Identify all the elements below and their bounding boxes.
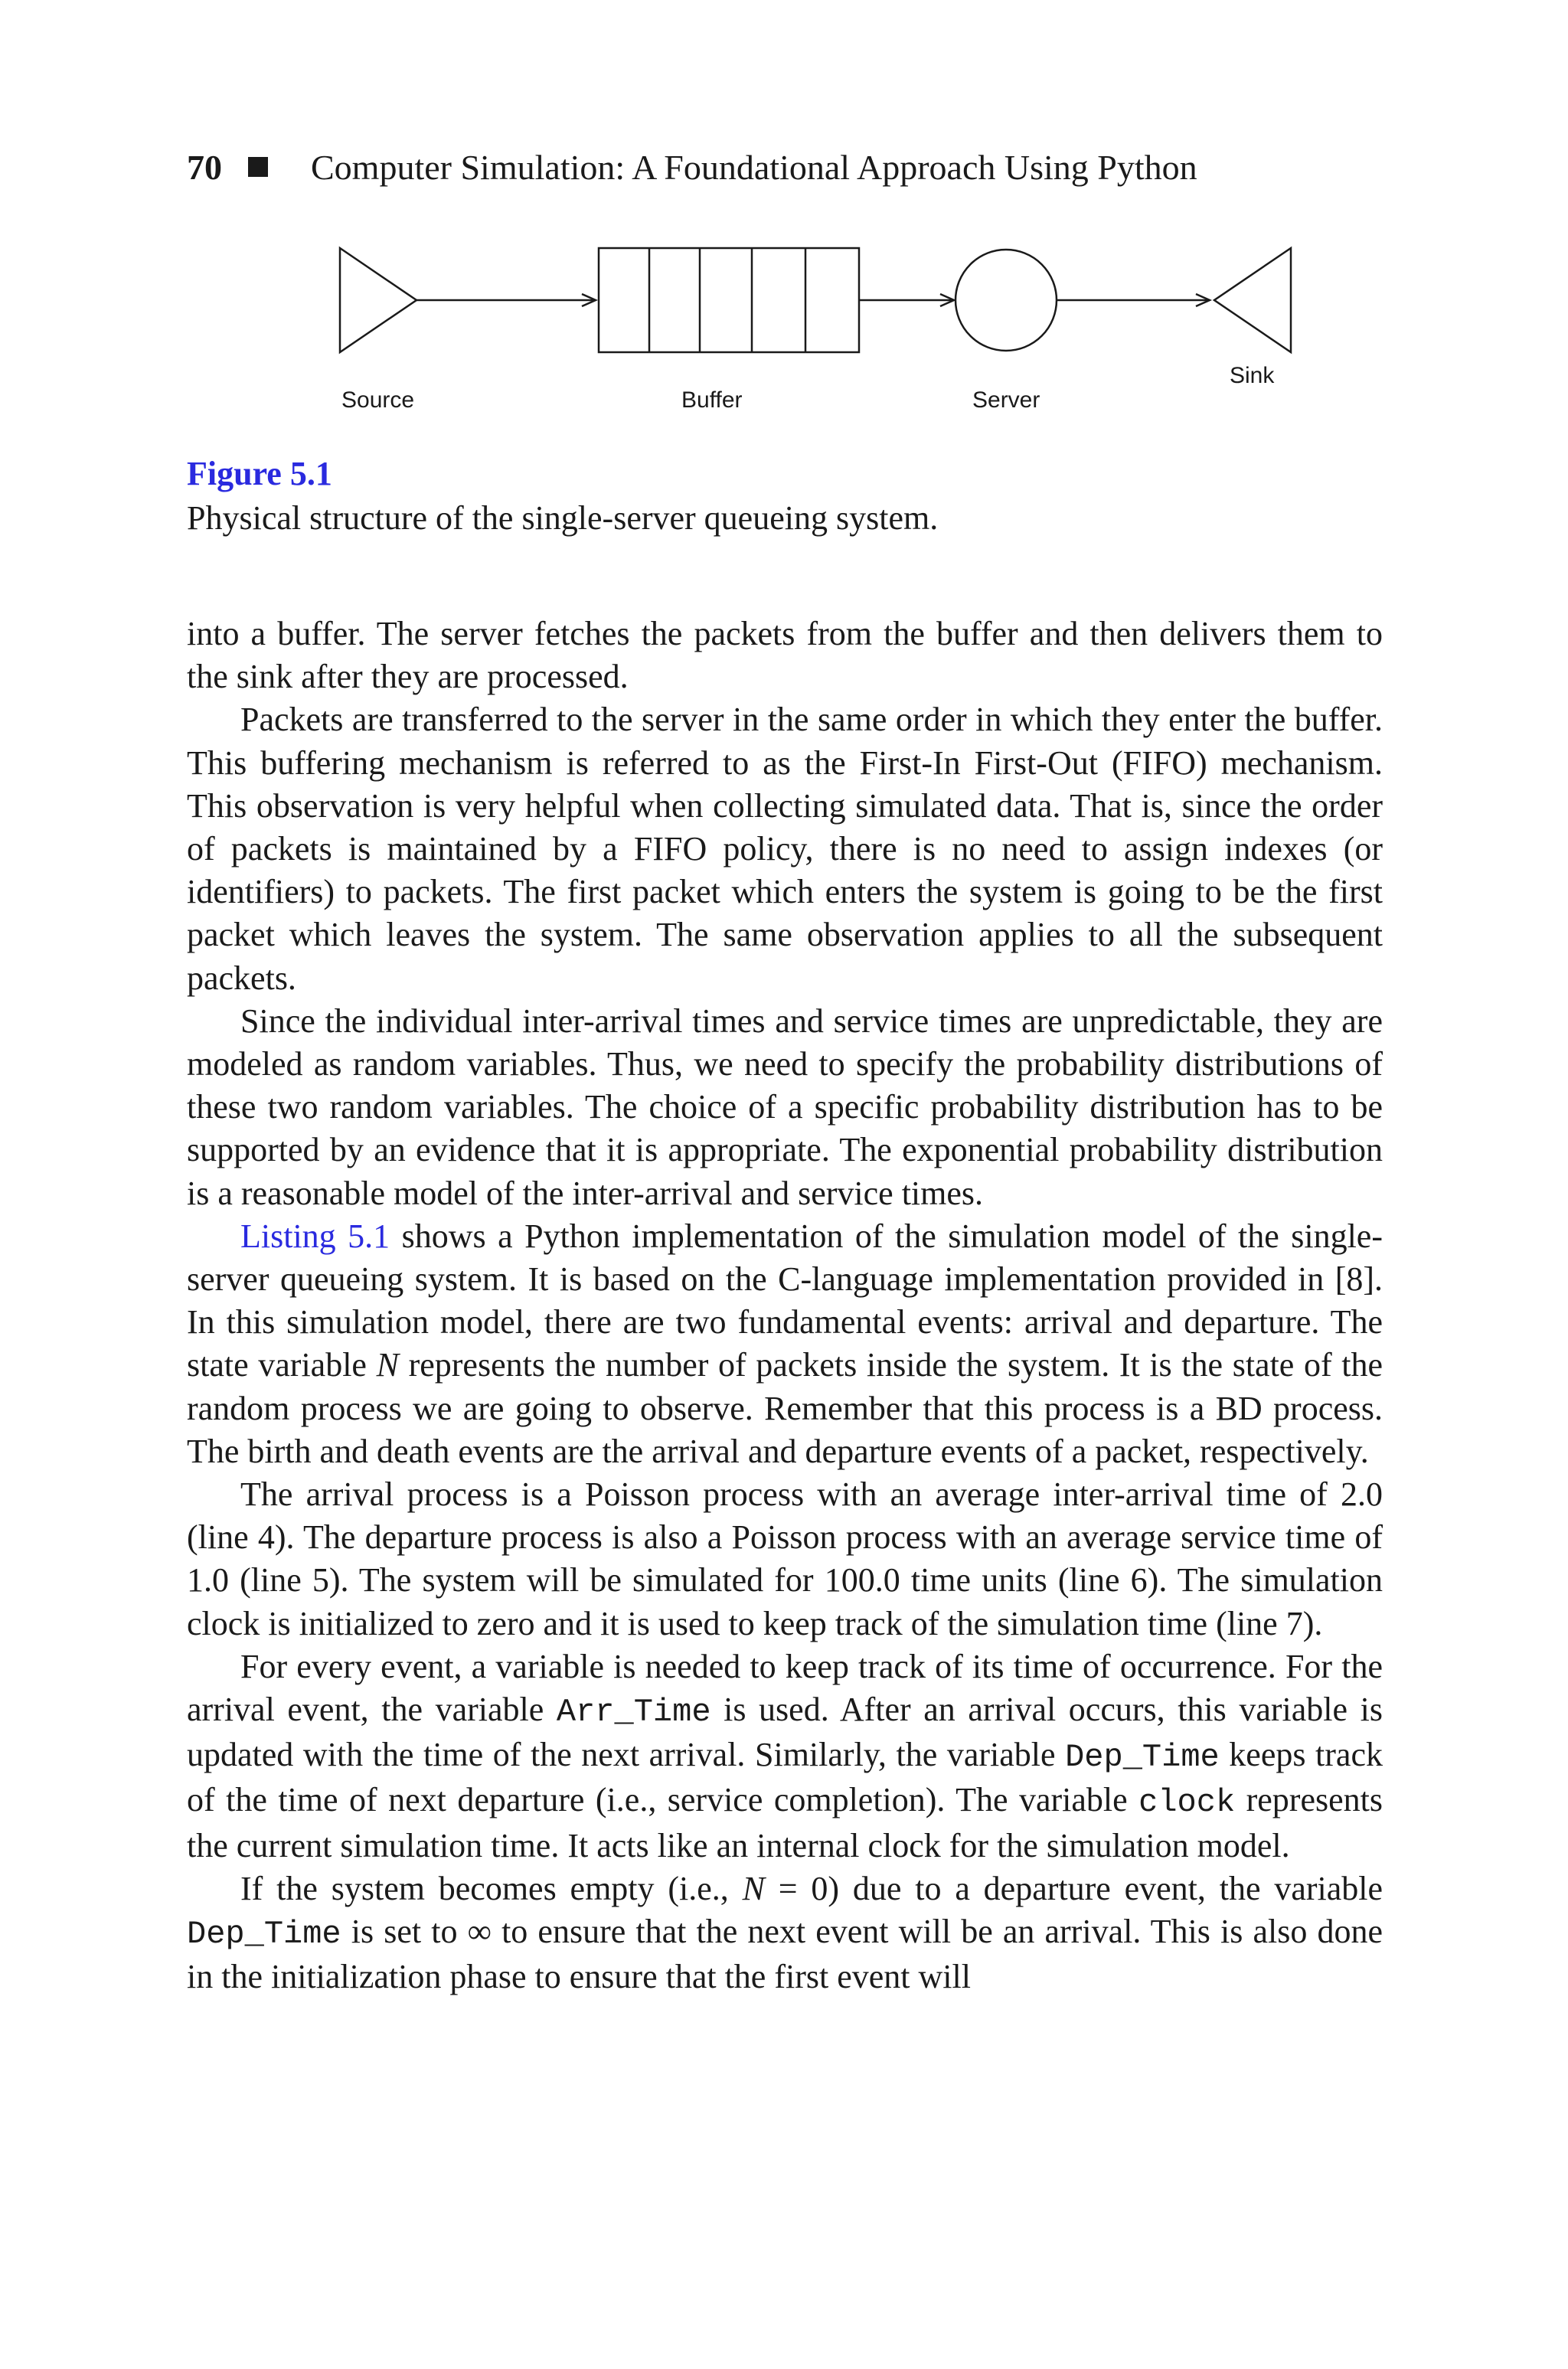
figure-caption-text: Physical structure of the single-server queueing system. (187, 499, 939, 537)
listing-5-1-link[interactable]: Listing 5.1 (240, 1217, 390, 1255)
paragraph-6-text-a: For every event, a variable is needed to keep track of its time of occurrence. For the arrival event, the variable (187, 1647, 1383, 1729)
paragraph-7-text-b: is set to (341, 1913, 468, 1951)
infinity-symbol: ∞ (467, 1913, 492, 1951)
source-label: Source (341, 387, 415, 413)
paragraph-3: Since the individual inter-arrival times and service times are unpredictable, they are modeled as random variables. Thus, we need to specify the probability distributions of these two random variables. The choice of a specific probability distribution has to be supported by an evidence that it is appropriate. The exponential probability distribution is a reasonable model of the inter-arrival and service times. (187, 1002, 1383, 1212)
buffer-label: Buffer (681, 387, 743, 413)
paragraph-4 (187, 1215, 1383, 1473)
book-title: Computer Simulation: A Foundational Approach Using Python (311, 147, 1197, 187)
sink-label: Sink (1230, 363, 1275, 388)
paragraph-2: Packets are transferred to the server in the same order in which they enter the buffer. This buffering mechanism is referred to as the First-In First-Out (FIFO) mechanism. This observation is very helpful when collecting simulated data. That is, since the order of packets is maintained by a FIFO policy, there is no need to assign indexes (or identifiers) to packets. The first packet which enters the system is going to be the first packet which leaves the system. The same observation applies to all the subsequent packets. (187, 701, 1383, 997)
paragraph-4-text-b: represents the number of packets inside the system. It is the state of the random process we are going to observe. Remember that this process is a BD process. The birth and death events are the arrival and departure events of a packet, respectively. (187, 1346, 1383, 1470)
paragraph-6-text-c: keeps track of the time of next departure (i.e., service completion). The variable (187, 1736, 1383, 1819)
buffer-box (599, 248, 859, 352)
sink-triangle (1214, 248, 1291, 352)
code-dep-time: Dep_Time (1065, 1739, 1220, 1776)
figure-caption (187, 452, 1396, 541)
header-square-icon (248, 157, 268, 177)
code-clock: clock (1138, 1784, 1236, 1822)
state-variable-n: N (376, 1346, 399, 1384)
paragraph-7-text-c: to ensure that the next event will be an arrival. This is also done in the initialization phase to ensure that the first event will (187, 1913, 1383, 1996)
paragraph-4-text-a: shows a Python implementation of the simulation model of the single-server queueing system. It is based on the C-language implementation provided in [8]. In this simulation model, there are two fundamental events: arrival and departure. The state variable (187, 1217, 1383, 1384)
queueing-system-diagram (322, 230, 1317, 429)
paragraph-5: The arrival process is a Poisson process with an average inter-arrival time of 2.0 (line 4). The departure process is also a Poisson process with an average service time of 1.0 (line 5). The system will be simulated for 100.0 time units (line 6). The simulation clock is initialized to zero and it is used to keep track of the simulation time (line 7). (187, 1475, 1383, 1642)
paragraph-1: into a buffer. The server fetches the packets from the buffer and then delivers them to the sink after they are processed. (187, 615, 1383, 696)
server-circle (956, 250, 1057, 351)
paragraph-6-text-b: is used. After an arrival occurs, this variable is updated with the time of the next arrival. Similarly, the variable (187, 1691, 1383, 1774)
page-number: 70 (187, 147, 222, 187)
body-text (187, 613, 1383, 1999)
paragraph-6-text-d: represents the current simulation time. It acts like an internal clock for the simulation model. (187, 1781, 1383, 1864)
code-arr-time: Arr_Time (556, 1694, 711, 1731)
paragraph-7-equation: = 0) due to a departure event, the variable (764, 1869, 1383, 1907)
paragraph-7 (187, 1867, 1383, 1999)
code-dep-time-2: Dep_Time (187, 1916, 341, 1953)
paragraph-6 (187, 1645, 1383, 1867)
state-variable-n-2: N (742, 1869, 765, 1907)
paragraph-7-text-a: If the system becomes empty (i.e., (240, 1869, 743, 1907)
running-header (187, 144, 1197, 190)
diagram-svg (322, 230, 1317, 429)
figure-caption-label[interactable]: Figure 5.1 (187, 455, 332, 492)
server-label: Server (972, 387, 1040, 413)
source-triangle (340, 248, 416, 352)
